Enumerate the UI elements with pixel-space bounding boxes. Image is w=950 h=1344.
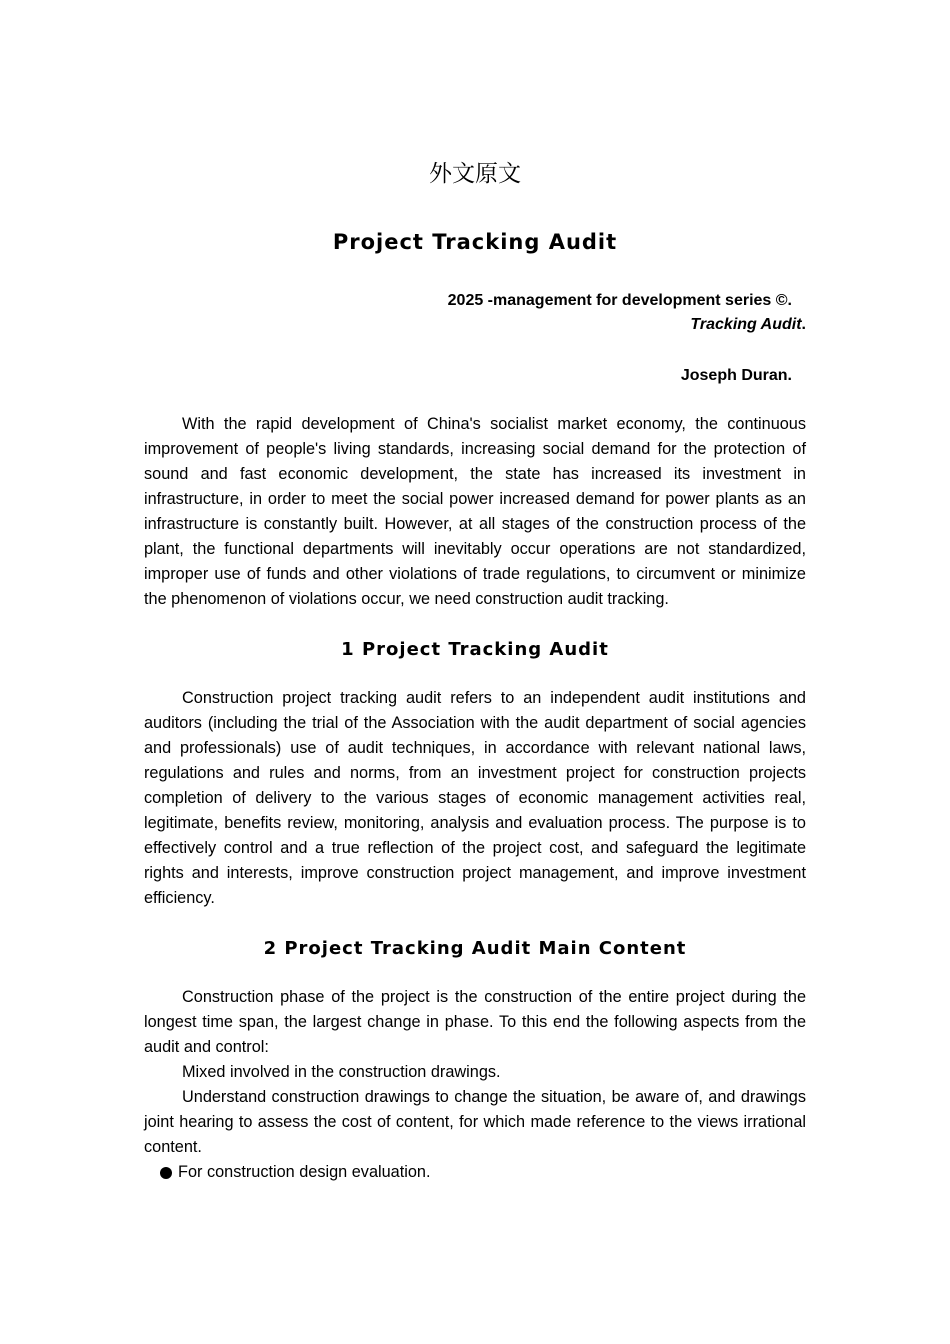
section-2-line: Mixed involved in the construction drawings. (182, 1063, 501, 1081)
intro-paragraph: With the rapid development of China's socialist market economy, the continuous improvement of people's living standards, increasing social demand for the protection of sound and fast economic development, the state has increased its investment in infrastructure, in order to meet the social power increased demand for power plants as an infrastructure is constantly built. However, at all stages of the construction process of the plant, the functional departments will inevitably occur operations are not standardized, improper use of funds and other violations of trade regulations, to circumvent or minimize the phenomenon of violations occur, we need construction audit tracking. (144, 415, 806, 608)
document-title: Project Tracking Audit (332, 230, 618, 254)
section-2-paragraph-2: Understand construction drawings to change the situation, be aware of, and drawings joint hearing to assess the cost of content, for which made reference to the views irrational content. (144, 1088, 806, 1156)
series-line: 2025 -management for development series ©. (447, 292, 792, 309)
bullet-text: For construction design evaluation. (178, 1163, 431, 1181)
bullet-dot-icon (160, 1167, 172, 1179)
subtitle-line (144, 313, 806, 337)
subtitle-italic: Tracking Audit (690, 316, 802, 333)
author-line: Joseph Duran. (680, 367, 792, 384)
subtitle-period: . (801, 316, 806, 333)
section-1-paragraph: Construction project tracking audit refers to an independent audit institutions and auditors (including the trial of the Association with the audit department of social agencies and professionals) use of audit techniques, in accordance with relevant national laws, regulations and rules and norms, from an investment project for construction projects completion of delivery to the various stages of economic management activities real, legitimate, benefits review, monitoring, analysis and evaluation process. The purpose is to effectively control and a true reflection of the project cost, and safeguard the legitimate rights and interests, improve construction project management, and improve investment efficiency. (144, 689, 806, 907)
document-content (144, 155, 806, 1185)
chinese-title: 外文原文 (429, 161, 521, 187)
bullet-item (144, 1160, 806, 1185)
section-1-heading: 1 Project Tracking Audit (341, 639, 609, 660)
section-2-heading: 2 Project Tracking Audit Main Content (263, 938, 687, 959)
section-2-paragraph: Construction phase of the project is the construction of the entire project during the longest time span, the largest change in phase. To this end the following aspects from the audit and control: (144, 988, 806, 1056)
